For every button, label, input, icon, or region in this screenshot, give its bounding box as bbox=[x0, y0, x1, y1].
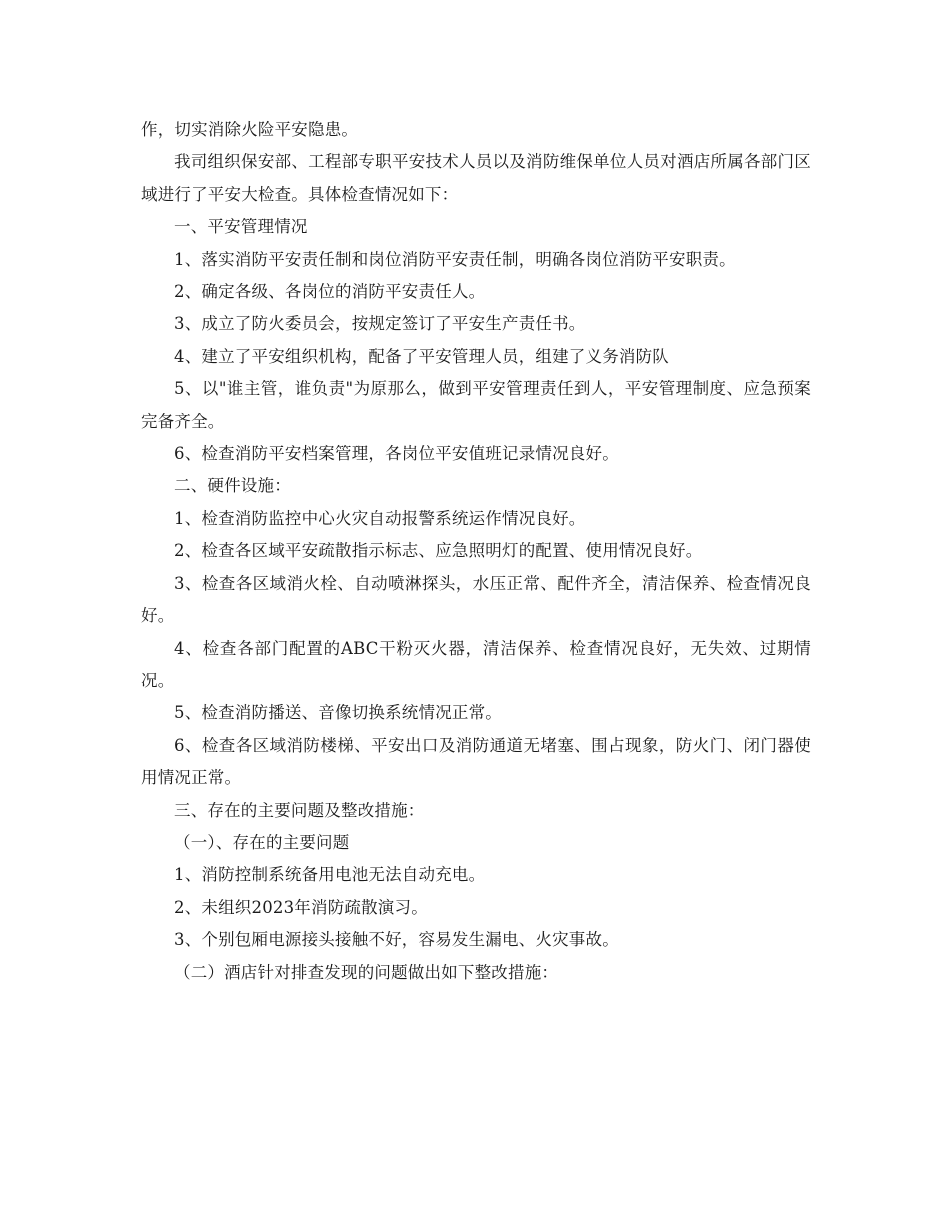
section-heading-safety-management: 一、平安管理情况 bbox=[174, 217, 308, 237]
subsection-heading-rectification: （二）酒店针对排查发现的问题做出如下整改措施： bbox=[174, 962, 559, 982]
list-item: 3、检查各区域消火栓、自动喷淋探头，水压正常、配件齐全，清洁保养、检查情况良好。 bbox=[141, 573, 811, 626]
section-heading-hardware: 二、硬件设施： bbox=[174, 476, 291, 496]
list-item: 3、成立了防火委员会，按规定签订了平安生产责任书。 bbox=[174, 314, 586, 334]
list-item: 2、确定各级、各岗位的消防平安责任人。 bbox=[174, 282, 486, 302]
list-item: 4、建立了平安组织机构，配备了平安管理人员，组建了义务消防队 bbox=[174, 346, 669, 366]
list-item: 1、消防控制系统备用电池无法自动充电。 bbox=[174, 865, 486, 885]
list-item: 3、个别包厢电源接头接触不好，容易发生漏电、火灾事故。 bbox=[174, 930, 619, 950]
document-body bbox=[141, 114, 811, 989]
list-item: 1、检查消防监控中心火灾自动报警系统运作情况良好。 bbox=[174, 508, 586, 528]
list-item: 2、检查各区域平安疏散指示标志、应急照明灯的配置、使用情况良好。 bbox=[174, 541, 703, 561]
list-item: 6、检查消防平安档案管理，各岗位平安值班记录情况良好。 bbox=[174, 444, 619, 464]
list-item: 5、检查消防播送、音像切换系统情况正常。 bbox=[174, 703, 502, 723]
list-item: 4、检查各部门配置的ABC干粉灭火器，清洁保养、检查情况良好，无失效、过期情况。 bbox=[141, 638, 811, 690]
list-item: 6、检查各区域消防楼梯、平安出口及消防通道无堵塞、围占现象，防火门、闭门器使用情况正常。 bbox=[141, 735, 811, 788]
section-heading-problems: 三、存在的主要问题及整改措施： bbox=[174, 800, 425, 820]
subsection-heading-main-problems: （一）、存在的主要问题 bbox=[174, 832, 350, 852]
list-item: 5、以"谁主管，谁负责"为原那么，做到平安管理责任到人，平安管理制度、应急预案完备齐全。 bbox=[141, 379, 811, 431]
paragraph-intro: 我司组织保安部、工程部专职平安技术人员以及消防维保单位人员对酒店所属各部门区域进行了平安大检查。具体检查情况如下： bbox=[141, 152, 811, 204]
paragraph-continuation: 作，切实消除火险平安隐患。 bbox=[141, 120, 359, 139]
list-item: 1、落实消防平安责任制和岗位消防平安责任制，明确各岗位消防平安职责。 bbox=[174, 249, 736, 269]
list-item: 2、未组织2023年消防疏散演习。 bbox=[174, 897, 428, 917]
